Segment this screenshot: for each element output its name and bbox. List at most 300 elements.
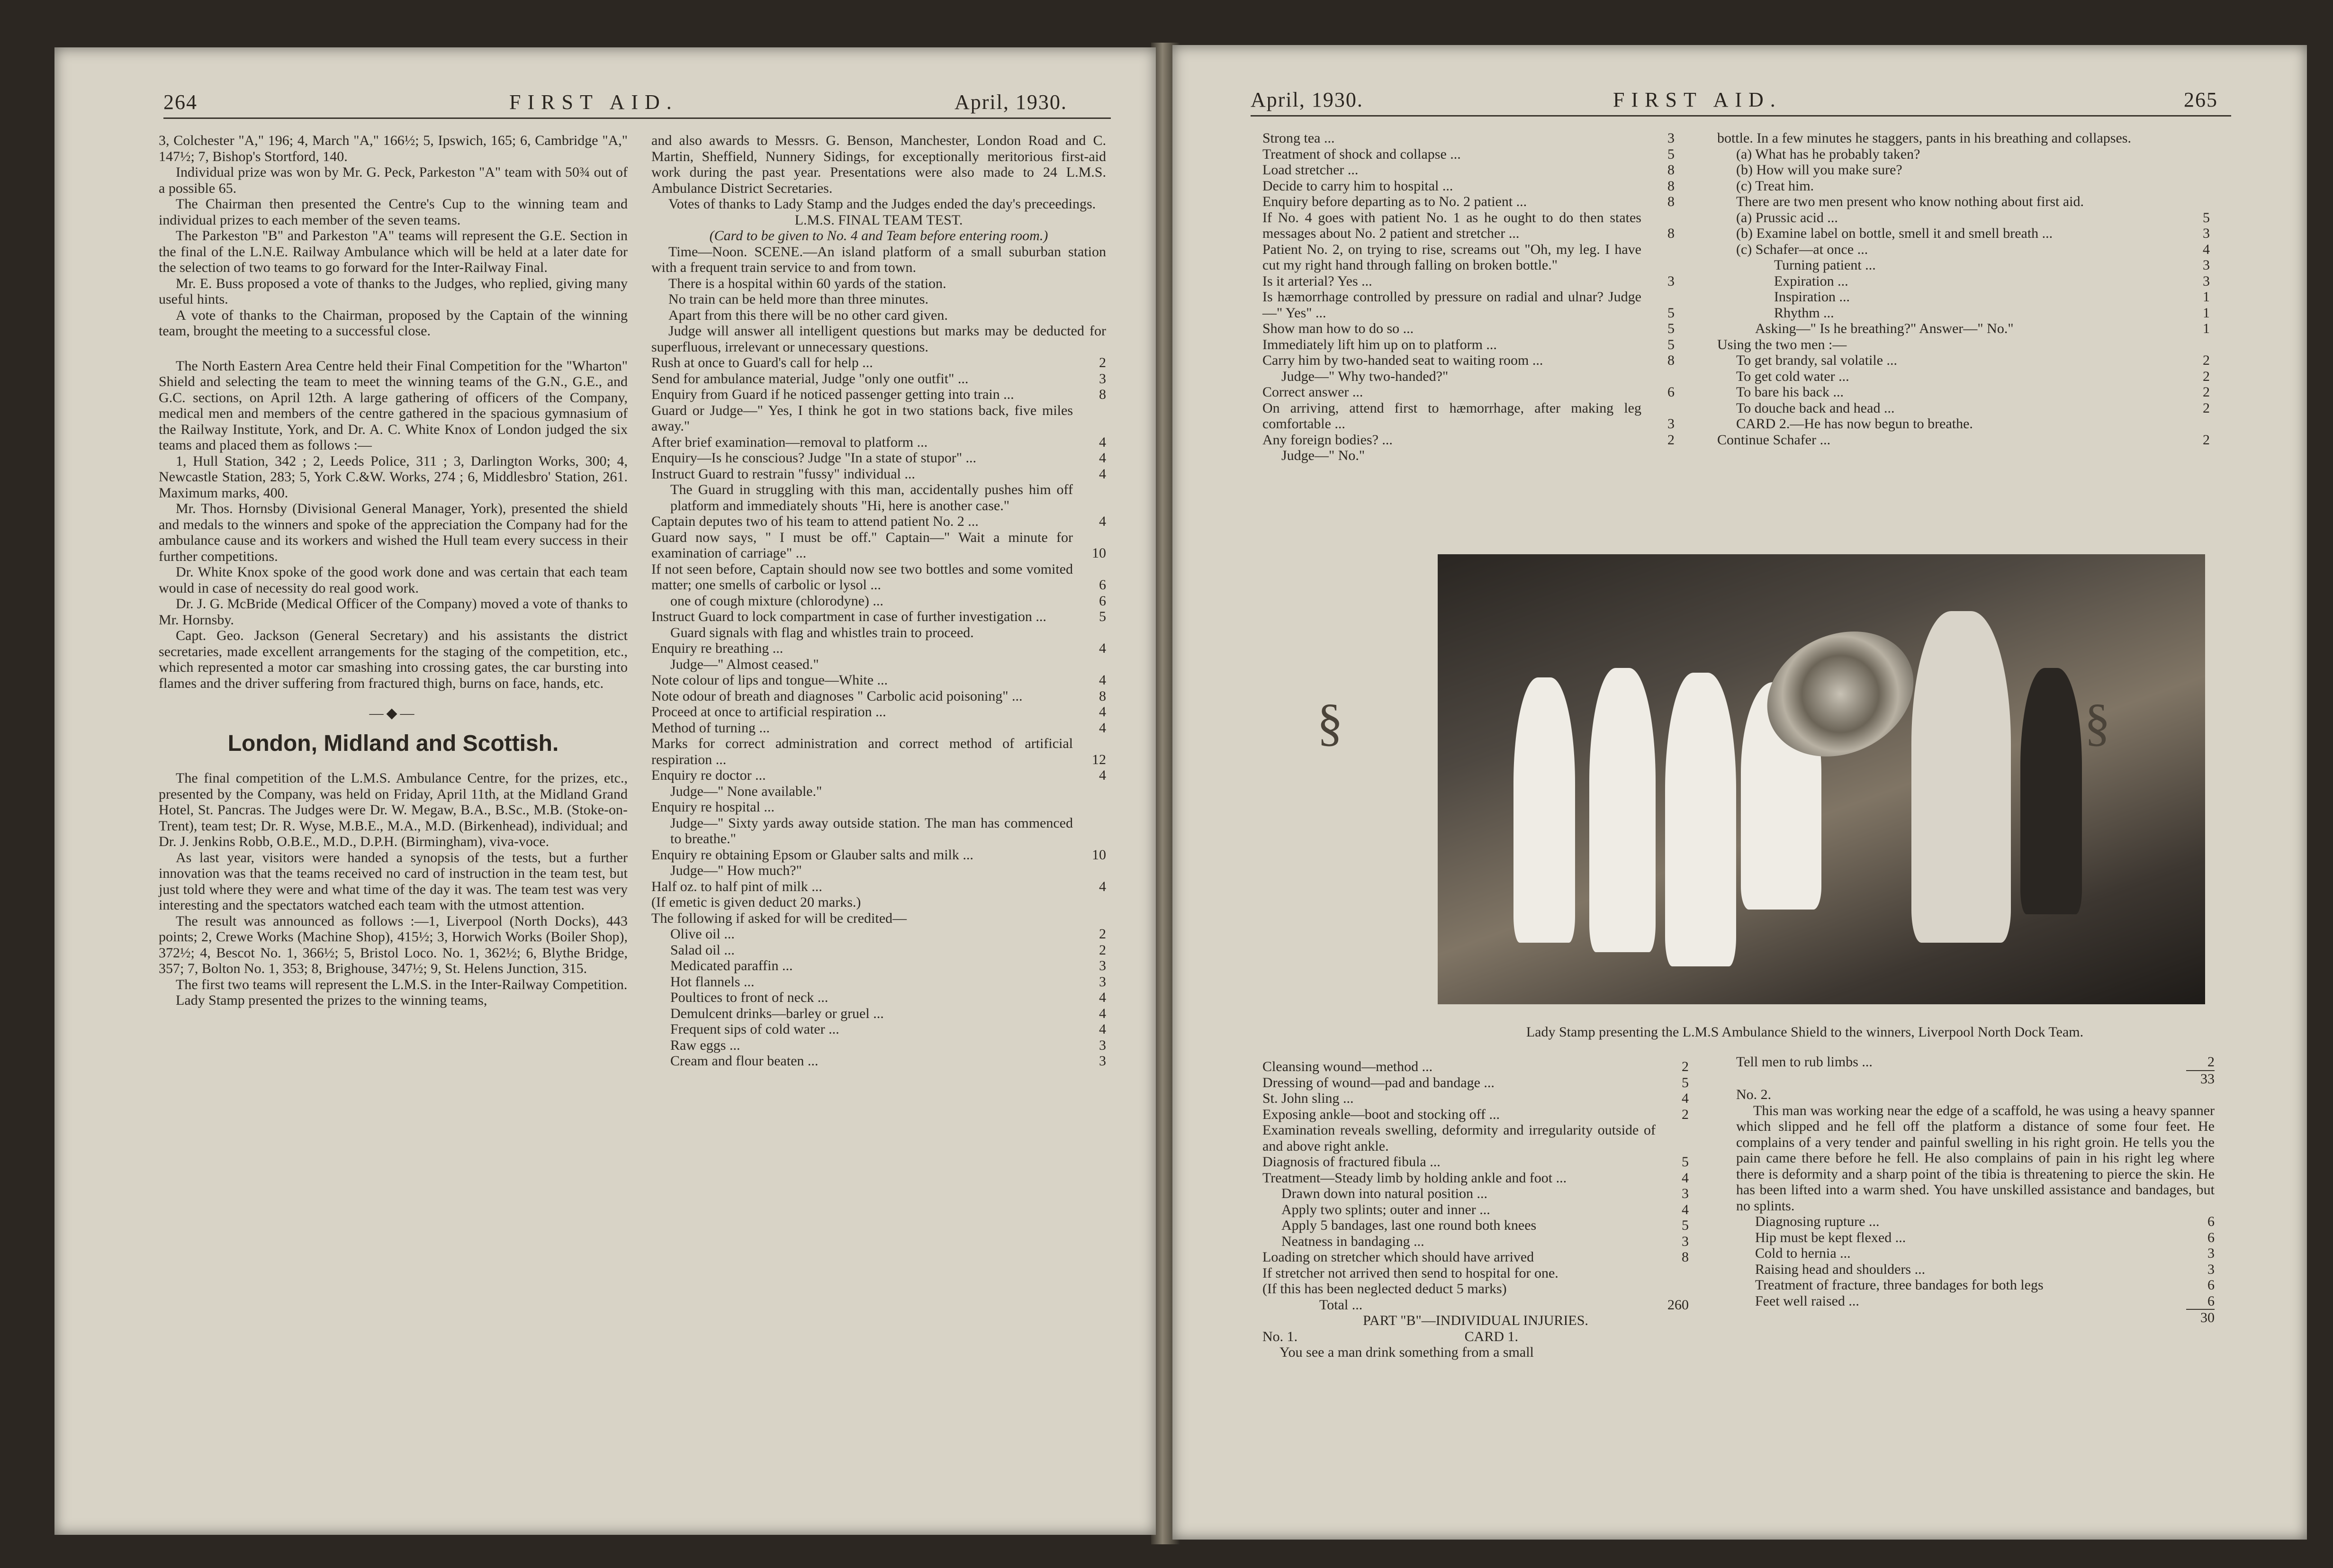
marks-value: 4	[1099, 990, 1106, 1005]
marks-item: (b) How will you make sure?	[1736, 162, 1902, 178]
marks-value: 2	[2203, 400, 2210, 416]
marks-value: 2	[1667, 432, 1675, 448]
marks-value: 3	[1682, 1233, 1689, 1249]
right-column-4	[1736, 1054, 2215, 1326]
marks-item: Cold to hernia ...	[1755, 1245, 1851, 1261]
marks-row	[1717, 416, 2210, 432]
marks-value: 3	[1099, 973, 1106, 990]
marks-row	[651, 736, 1106, 767]
card-label: CARD 1.	[1464, 1328, 1518, 1344]
marks-row	[1717, 305, 2210, 321]
marks-value: 3	[1099, 958, 1106, 973]
marks-item: Using the two men :—	[1717, 336, 1847, 352]
marks-value: 2	[1682, 1059, 1689, 1074]
marks-value: 3	[1667, 273, 1675, 289]
marks-value: 4	[1682, 1090, 1689, 1106]
marks-value: 2	[1099, 942, 1106, 958]
journal-title: FIRST AID.	[1613, 88, 1782, 111]
marks-value: 8	[1667, 225, 1675, 241]
marks-row	[1262, 1122, 1689, 1154]
marks-row	[651, 688, 1106, 704]
marks-row	[1717, 289, 2210, 305]
marks-row	[651, 530, 1106, 561]
marks-row	[1717, 321, 2210, 337]
marks-row	[1262, 289, 1675, 321]
marks-row	[651, 910, 1106, 927]
marks-row	[1262, 321, 1675, 337]
marks-row	[1262, 1186, 1689, 1202]
page-number: 265	[2184, 88, 2218, 111]
marks-item: Guard now says, " I must be off." Captain—" Wait a minute for examination of carriage" ...	[651, 529, 1073, 561]
marks-value: 8	[1667, 178, 1675, 194]
marks-item: Judge—" Almost ceased."	[670, 656, 819, 672]
marks-row	[1262, 400, 1675, 432]
marks-row	[651, 767, 1106, 784]
paragraph: The Chairman then presented the Centre's Cup to the winning team and individual prizes to each member of the seven teams.	[159, 196, 628, 228]
marks-row	[1717, 130, 2210, 146]
marks-row	[1262, 1170, 1689, 1186]
issue-date: April, 1930.	[1251, 88, 1363, 111]
part-heading: PART "B"—INDIVIDUAL INJURIES.	[1363, 1313, 1588, 1328]
marks-row	[1262, 162, 1675, 178]
marks-item: (If emetic is given deduct 20 marks.)	[651, 894, 861, 910]
marks-value: 6	[2207, 1229, 2215, 1245]
marks-row	[651, 863, 1106, 879]
marks-item: Raising head and shoulders ...	[1755, 1261, 1926, 1277]
marks-item: If stretcher not arrived then send to hospital for one.	[1262, 1265, 1558, 1281]
paragraph: Mr. Thos. Hornsby (Divisional General Manager, York), presented the shield and medals to the winners and spoke of the appreciation the Company had for the ambulance cause and its workers and wished the Hull team every success in their further competitions.	[159, 501, 628, 564]
marks-row	[651, 879, 1106, 895]
marks-row	[651, 387, 1106, 403]
marks-item: Total ...	[1319, 1297, 1363, 1313]
marks-value: 10	[1092, 847, 1106, 863]
marks-value: 5	[1682, 1074, 1689, 1090]
marks-item: Neatness in bandaging ...	[1281, 1233, 1424, 1249]
left-column-1	[159, 133, 628, 1009]
marks-value: 4	[1099, 450, 1106, 466]
marks-row	[651, 403, 1106, 434]
marks-value: 8	[1682, 1249, 1689, 1265]
marks-row	[1262, 210, 1675, 242]
paragraph: Votes of thanks to Lady Stamp and the Judges ended the day's preceedings.	[668, 196, 1096, 212]
marks-row	[1736, 1262, 2215, 1278]
marks-item: Enquiry re obtaining Epsom or Glauber salts and milk ...	[651, 847, 973, 863]
marks-row	[1262, 1217, 1689, 1234]
marks-item: Load stretcher ...	[1262, 162, 1359, 178]
marks-value: 2	[2203, 352, 2210, 368]
total-value: 30	[2186, 1309, 2215, 1326]
marks-row	[1736, 1277, 2215, 1293]
marks-item: bottle. In a few minutes he staggers, pants in his breathing and collapses.	[1717, 130, 2131, 146]
marks-item: Show man how to do so ...	[1262, 321, 1414, 336]
marks-value: 5	[1682, 1217, 1689, 1233]
marks-row	[651, 640, 1106, 657]
marks-value: 4	[1099, 878, 1106, 894]
marks-item: The following if asked for will be credited—	[651, 910, 907, 926]
marks-value: 5	[2203, 209, 2210, 225]
marks-value: 8	[1667, 194, 1675, 209]
issue-date: April, 1930.	[955, 90, 1067, 114]
marks-row	[1736, 1245, 2215, 1262]
marks-row	[1262, 1090, 1689, 1107]
marks-value: 4	[1099, 514, 1106, 529]
marks-item: To get cold water ...	[1736, 368, 1849, 384]
marks-item: Rhythm ...	[1774, 305, 1834, 321]
marks-value: 6	[2207, 1293, 2215, 1309]
marks-item: Enquiry—Is he conscious? Judge "In a state of stupor" ...	[651, 450, 977, 466]
marks-row	[1736, 1214, 2215, 1230]
marks-item: Instruct Guard to restrain "fussy" individual ...	[651, 466, 915, 482]
marks-value: 5	[1667, 305, 1675, 321]
paragraph: Capt. Geo. Jackson (General Secretary) and his assistants the district secretaries, made excellent arrangements for the staging of the competition, etc., which represented a motor car smashing into crossing gates, the car bursting into flames and the driver suffering from fractured thigh, burns on face, hands, etc.	[159, 628, 628, 691]
marks-value: 4	[1099, 466, 1106, 482]
marks-item: (b) Examine label on bottle, smell it and smell breath ...	[1736, 225, 2053, 241]
paragraph: There is a hospital within 60 yards of the station.	[668, 275, 946, 291]
marks-item: If No. 4 goes with patient No. 1 as he ought to do then states messages about No. 2 patient and stretcher ...	[1262, 209, 1641, 241]
marks-row	[1262, 178, 1675, 194]
marks-value: 10	[1092, 545, 1106, 561]
marks-value: 8	[1099, 387, 1106, 402]
marks-item: Enquiry re breathing ...	[651, 640, 784, 656]
marks-row	[1736, 1054, 2215, 1070]
marks-item: Exposing ankle—boot and stocking off ...	[1262, 1106, 1500, 1122]
marks-item: If not seen before, Captain should now see two bottles and some vomited matter; one smells of carbolic or lysol ...	[651, 561, 1073, 593]
marks-item: CARD 2.—He has now begun to breathe.	[1736, 416, 1973, 432]
marks-value: 2	[2203, 432, 2210, 448]
marks-item: Half oz. to half pint of milk ...	[651, 878, 822, 894]
marks-item: To get brandy, sal volatile ...	[1736, 352, 1898, 368]
marks-item: Judge—" No."	[1281, 448, 1365, 463]
marks-item: Rush at once to Guard's call for help ...	[651, 355, 873, 370]
marks-item: Cream and flour beaten ...	[670, 1053, 819, 1069]
marks-row	[1262, 432, 1675, 448]
paragraph: Mr. E. Buss proposed a vote of thanks to the Judges, who replied, giving many useful hints.	[159, 275, 628, 307]
marks-item: Apply 5 bandages, last one round both knees	[1281, 1217, 1537, 1233]
marks-item: Is hæmorrhage controlled by pressure on radial and ulnar? Judge—" Yes" ...	[1262, 289, 1641, 321]
marks-row	[651, 561, 1106, 593]
paragraph: As last year, visitors were handed a synopsis of the tests, but a further innovation was that the teams received no card of instruction in the team test, but just told where they were and what time of the day it was. The team test was very interesting and the spectators watched each team with the utmost attention.	[159, 849, 628, 913]
marks-value: 3	[2203, 273, 2210, 289]
marks-item: Is it arterial? Yes ...	[1262, 273, 1372, 289]
marks-value: 4	[1682, 1201, 1689, 1217]
marks-row	[651, 894, 1106, 910]
test-heading: L.M.S. FINAL TEAM TEST.	[794, 212, 963, 228]
case-number: No. 2.	[1736, 1087, 1772, 1102]
right-column-3	[1262, 1059, 1689, 1361]
marks-value: 3	[2203, 225, 2210, 241]
marks-item: Carry him by two-handed seat to waiting room ...	[1262, 352, 1543, 368]
marks-item: Asking—" Is he breathing?" Answer—" No."	[1755, 321, 2014, 336]
marks-value: 2	[2207, 1054, 2215, 1070]
marks-item: Loading on stretcher which should have arrived	[1262, 1249, 1534, 1265]
marks-item: Diagnosis of fractured fibula ...	[1262, 1154, 1441, 1170]
marks-item: Diagnosing rupture ...	[1755, 1214, 1880, 1229]
marks-item: Enquiry before departing as to No. 2 patient ...	[1262, 194, 1527, 209]
marks-row	[651, 1053, 1106, 1069]
marks-item: Note colour of lips and tongue—White ...	[651, 672, 888, 688]
marks-row	[1262, 1059, 1689, 1075]
marks-item: Poultices to front of neck ...	[670, 990, 829, 1005]
header-rule	[163, 117, 1111, 119]
marks-value: 8	[1667, 162, 1675, 178]
marks-value: 1	[2203, 305, 2210, 321]
marks-value: 6	[1099, 593, 1106, 609]
marks-row	[1717, 178, 2210, 194]
marks-row	[1717, 146, 2210, 162]
scroll-ornament: §	[2084, 694, 2110, 751]
marks-value: 6	[1099, 577, 1106, 593]
marks-row	[1262, 1202, 1689, 1218]
marks-row	[651, 815, 1106, 847]
marks-row	[1262, 273, 1675, 289]
test-subheading: (Card to be given to No. 4 and Team before entering room.)	[709, 228, 1048, 243]
marks-item: Drawn down into natural position ...	[1281, 1186, 1487, 1201]
marks-row	[1262, 337, 1675, 353]
marks-item: To douche back and head ...	[1736, 400, 1895, 416]
marks-value: 3	[2207, 1261, 2215, 1277]
marks-value: 6	[1667, 384, 1675, 400]
marks-item: Immediately lift him up on to platform ...	[1262, 336, 1497, 352]
marks-row	[651, 593, 1106, 609]
marks-item: (c) Schafer—at once ...	[1736, 241, 1868, 257]
paragraph: The first two teams will represent the L.M.S. in the Inter-Railway Competition.	[176, 976, 628, 992]
marks-value: 3	[2207, 1245, 2215, 1261]
marks-value: 4	[2203, 241, 2210, 257]
marks-item: Examination reveals swelling, deformity and irregularity outside of and above right ankle.	[1262, 1122, 1656, 1154]
marks-value: 3	[1099, 1037, 1106, 1053]
marks-row	[651, 784, 1106, 800]
marks-row	[651, 466, 1106, 482]
marks-row	[651, 974, 1106, 990]
paragraph: You see a man drink something from a small	[1279, 1344, 1534, 1360]
marks-row	[1262, 1281, 1689, 1297]
paragraph: and also awards to Messrs. G. Benson, Manchester, London Road and C. Martin, Sheffield, Nunnery Sidings, for exceptionally meritorious first-aid work during the past year. Presentations were also made to 24 L.M.S. Ambulance District Secretaries.	[651, 133, 1106, 196]
marks-item: Hot flannels ...	[670, 973, 755, 990]
marks-item: Frequent sips of cold water ...	[670, 1021, 839, 1037]
marks-item: (a) Prussic acid ...	[1736, 209, 1838, 225]
marks-item: Decide to carry him to hospital ...	[1262, 178, 1453, 194]
total-value: 33	[2186, 1070, 2215, 1087]
marks-value: 260	[1667, 1297, 1689, 1313]
marks-value: 5	[1667, 146, 1675, 162]
marks-row	[1262, 146, 1675, 162]
marks-item: Patient No. 2, on trying to rise, screams out "Oh, my leg. I have cut my right hand through falling on broken bottle."	[1262, 241, 1641, 273]
marks-item: Captain deputes two of his team to attend patient No. 2 ...	[651, 514, 979, 529]
marks-item: Correct answer ...	[1262, 384, 1363, 400]
marks-item: Treatment—Steady limb by holding ankle and foot ...	[1262, 1170, 1567, 1186]
marks-row	[651, 514, 1106, 530]
marks-item: Judge—" Why two-handed?"	[1281, 368, 1449, 384]
marks-item: Dressing of wound—pad and bandage ...	[1262, 1074, 1495, 1090]
marks-item: (If this has been neglected deduct 5 marks)	[1262, 1281, 1507, 1297]
paragraph: The final competition of the L.M.S. Ambulance Centre, for the prizes, etc., presented by the Company, was held on Friday, April 11th, at the Midland Grand Hotel, St. Pancras. The Judges were Dr. W. Megaw, B.A., B.Sc., M.B. (Stoke-on-Trent), team test; Dr. R. Wyse, M.B.E., M.A., M.D. (Birkenhead), individual; and Dr. J. Jenkins Robb, O.B.E., M.D., D.P.H. (Birmingham), viva-voce.	[159, 770, 628, 849]
paragraph: The North Eastern Area Centre held their Final Competition for the "Wharton" Shield and selecting the team to meet the winning teams of the G.N., G.E., and G.C. sections, on April 12th. A large gathering of officers of the Company, medical men and members of the centre gathered in the spacious gymnasium of the Railway Institute, York, and Dr. A. C. White Knox of London judged the six teams and placed them as follows :—	[159, 358, 628, 453]
marks-row	[651, 958, 1106, 974]
marks-row	[651, 625, 1106, 641]
marks-item: Treatment of fracture, three bandages for both legs	[1755, 1277, 2044, 1293]
marks-value: 2	[1099, 926, 1106, 942]
marks-value: 2	[1099, 355, 1106, 370]
marks-row	[1262, 130, 1675, 146]
marks-item: (c) Treat him.	[1736, 178, 1814, 194]
marks-row	[1262, 1265, 1689, 1281]
marks-value: 4	[1099, 640, 1106, 656]
marks-row	[651, 1037, 1106, 1054]
marks-value: 4	[1682, 1170, 1689, 1186]
marks-item: Continue Schafer ...	[1717, 432, 1831, 448]
marks-row	[1262, 1154, 1689, 1170]
paragraph: 1, Hull Station, 342 ; 2, Leeds Police, 311 ; 3, Darlington Works, 300; 4, Newcastle Station, 283; 5, York C.&W. Works, 274 ; 6, Middlesbro' Station, 261. Maximum marks, 400.	[159, 453, 628, 501]
marks-row	[1262, 448, 1675, 464]
marks-item: Guard or Judge—" Yes, I think he got in two stations back, five miles away."	[651, 402, 1073, 434]
marks-item: Method of turning ...	[651, 720, 770, 736]
marks-value: 8	[1099, 688, 1106, 704]
marks-item: Apply two splints; outer and inner ...	[1281, 1201, 1490, 1217]
marks-row	[1717, 242, 2210, 258]
section-title: London, Midland and Scottish.	[227, 730, 559, 756]
marks-row	[651, 720, 1106, 736]
marks-row	[651, 990, 1106, 1006]
marks-item: Expiration ...	[1774, 273, 1848, 289]
marks-row	[1717, 400, 2210, 416]
marks-item: Olive oil ...	[670, 926, 735, 942]
marks-value: 8	[1667, 352, 1675, 368]
marks-row	[1717, 384, 2210, 400]
marks-row	[1262, 1107, 1689, 1123]
marks-value: 3	[1682, 1186, 1689, 1201]
marks-row	[651, 847, 1106, 863]
marks-item: Hip must be kept flexed ...	[1755, 1229, 1906, 1245]
marks-item: Raw eggs ...	[670, 1037, 740, 1053]
marks-row	[1717, 225, 2210, 242]
marks-item: The Guard in struggling with this man, accidentally pushes him off platform and immediately shouts "Hi, here is another case."	[670, 482, 1073, 514]
marks-value: 2	[2203, 368, 2210, 384]
marks-item: Send for ambulance material, Judge "only one outfit" ...	[651, 370, 969, 387]
marks-value: 4	[1099, 704, 1106, 720]
marks-row	[1262, 352, 1675, 369]
case-number: No. 1.	[1262, 1328, 1298, 1344]
marks-item: Inspiration ...	[1774, 289, 1850, 305]
photo-lady-stamp-presentation	[1438, 554, 2205, 1004]
marks-row	[1717, 162, 2210, 178]
marks-item: Enquiry from Guard if he noticed passenger getting into train ...	[651, 387, 1014, 402]
marks-item: Turning patient ...	[1774, 257, 1876, 273]
marks-row	[651, 1006, 1106, 1022]
marks-item: Feet well raised ...	[1755, 1293, 1859, 1309]
paragraph: Dr. J. G. McBride (Medical Officer of the Company) moved a vote of thanks to Mr. Hornsby.	[159, 596, 628, 628]
marks-row	[651, 355, 1106, 371]
marks-row	[1262, 1297, 1689, 1313]
left-column-2	[651, 133, 1106, 1069]
paragraph: No train can be held more than three minutes.	[668, 291, 928, 307]
marks-value: 2	[2203, 384, 2210, 400]
paragraph: Apart from this there will be no other card given.	[668, 307, 948, 323]
marks-item: Strong tea ...	[1262, 130, 1335, 146]
marks-item: Guard signals with flag and whistles train to proceed.	[670, 624, 974, 640]
marks-item: Marks for correct administration and correct method of artificial respiration ...	[651, 736, 1073, 767]
paragraph: The Parkeston "B" and Parkeston "A" teams will represent the G.E. Section in the final of the L.N.E. Railway Ambulance which will be held at a later date for the selection of two teams to go forward for the Inter-Railway Final.	[159, 228, 628, 275]
paragraph: Individual prize was won by Mr. G. Peck, Parkeston "A" team with 50¾ out of a possible 65.	[159, 164, 628, 196]
marks-value: 3	[1099, 1053, 1106, 1069]
scroll-ornament: §	[1317, 694, 1343, 751]
marks-row	[1717, 257, 2210, 273]
marks-value: 6	[2207, 1277, 2215, 1293]
paragraph: This man was working near the edge of a scaffold, he was using a heavy spanner which slipped and he fell off the platform a distance of some four feet. He complains of a very tender and painful swelling in his right groin. He tells you the pain came there before he fell. He also complains of pain in his right leg where there is deformity and a sharp point of the tibia is threatening to pierce the skin. He has been lifted into a warm shed. You have unskilled assistance and bandages, but no splints.	[1736, 1102, 2215, 1214]
marks-row	[1262, 194, 1675, 210]
paragraph: A vote of thanks to the Chairman, proposed by the Captain of the winning team, brought the meeting to a successful close.	[159, 307, 628, 339]
marks-row	[1717, 210, 2210, 226]
right-column-1	[1262, 130, 1675, 464]
paragraph: 3, Colchester "A," 196; 4, March "A," 166½; 5, Ipswich, 165; 6, Cambridge "A," 147½; 7, Bishop's Stortford, 140.	[159, 133, 628, 164]
marks-item: Demulcent drinks—barley or gruel ...	[670, 1005, 884, 1021]
marks-item: Medicated paraffin ...	[670, 958, 793, 973]
marks-value: 2	[1682, 1106, 1689, 1122]
marks-row	[1717, 369, 2210, 385]
header-rule	[1251, 115, 2231, 117]
marks-row	[1262, 1249, 1689, 1265]
paragraph: Dr. White Knox spoke of the good work done and was certain that each team would in case of necessity do real good work.	[159, 564, 628, 596]
marks-value: 12	[1092, 751, 1106, 767]
marks-row	[1717, 273, 2210, 289]
marks-item: (a) What has he probably taken?	[1736, 146, 1920, 162]
marks-item: To bare his back ...	[1736, 384, 1844, 400]
paragraph: The result was announced as follows :—1, Liverpool (North Docks), 443 points; 2, Crewe Works (Machine Shop), 415½; 3, Horwich Works (Boiler Shop), 372½; 4, Bescot No. 1, 366½; 5, Bristol Loco. No. 1, 362½; 6, Blythe Bridge, 357; 7, Bolton No. 1, 353; 8, Brighouse, 347½; 9, St. Helens Junction, 315.	[159, 913, 628, 976]
page-number: 264	[163, 90, 198, 114]
marks-row	[1717, 432, 2210, 448]
paragraph: Judge will answer all intelligent questions but marks may be deducted for superfluous, irrelevant or unnecessary questions.	[651, 323, 1106, 355]
marks-row	[651, 482, 1106, 514]
marks-value: 3	[1667, 416, 1675, 432]
marks-value: 3	[2203, 257, 2210, 273]
marks-value: 5	[1099, 609, 1106, 624]
marks-value: 5	[1667, 336, 1675, 352]
marks-row	[1736, 1293, 2215, 1309]
marks-value: 4	[1099, 434, 1106, 450]
marks-row	[1262, 1075, 1689, 1091]
marks-row	[1262, 242, 1675, 273]
marks-row	[1717, 194, 2210, 210]
marks-item: There are two men present who know nothing about first aid.	[1736, 194, 2084, 209]
marks-value: 4	[1099, 1005, 1106, 1021]
marks-value: 5	[1667, 321, 1675, 336]
marks-item: After brief examination—removal to platform ...	[651, 434, 928, 450]
marks-item: Tell men to rub limbs ...	[1736, 1054, 1873, 1070]
marks-value: 1	[2203, 321, 2210, 336]
marks-row	[651, 1021, 1106, 1037]
marks-item: Judge—" None available."	[670, 783, 822, 799]
marks-value: 4	[1099, 767, 1106, 783]
card-row	[1262, 1329, 1689, 1345]
marks-row	[1736, 1230, 2215, 1246]
marks-row	[651, 704, 1106, 720]
marks-item: Treatment of shock and collapse ...	[1262, 146, 1461, 162]
marks-item: Cleansing wound—method ...	[1262, 1059, 1433, 1074]
marks-row	[651, 450, 1106, 466]
paragraph: Lady Stamp presented the prizes to the winning teams,	[176, 992, 487, 1008]
marks-item: Any foreign bodies? ...	[1262, 432, 1393, 448]
marks-row	[651, 799, 1106, 815]
marks-item: Note odour of breath and diagnoses " Carbolic acid poisoning" ...	[651, 688, 1023, 704]
marks-row	[651, 657, 1106, 673]
marks-item: one of cough mixture (chlorodyne) ...	[670, 593, 883, 609]
marks-value: 4	[1099, 720, 1106, 736]
left-page	[54, 47, 1156, 1535]
right-column-2	[1717, 130, 2210, 448]
marks-item: Instruct Guard to lock compartment in case of further investigation ...	[651, 609, 1046, 624]
marks-row	[1262, 384, 1675, 400]
marks-value: 5	[1682, 1154, 1689, 1170]
photo-caption: Lady Stamp presenting the L.M.S Ambulance Shield to the winners, Liverpool North Dock Team.	[1526, 1024, 2084, 1040]
